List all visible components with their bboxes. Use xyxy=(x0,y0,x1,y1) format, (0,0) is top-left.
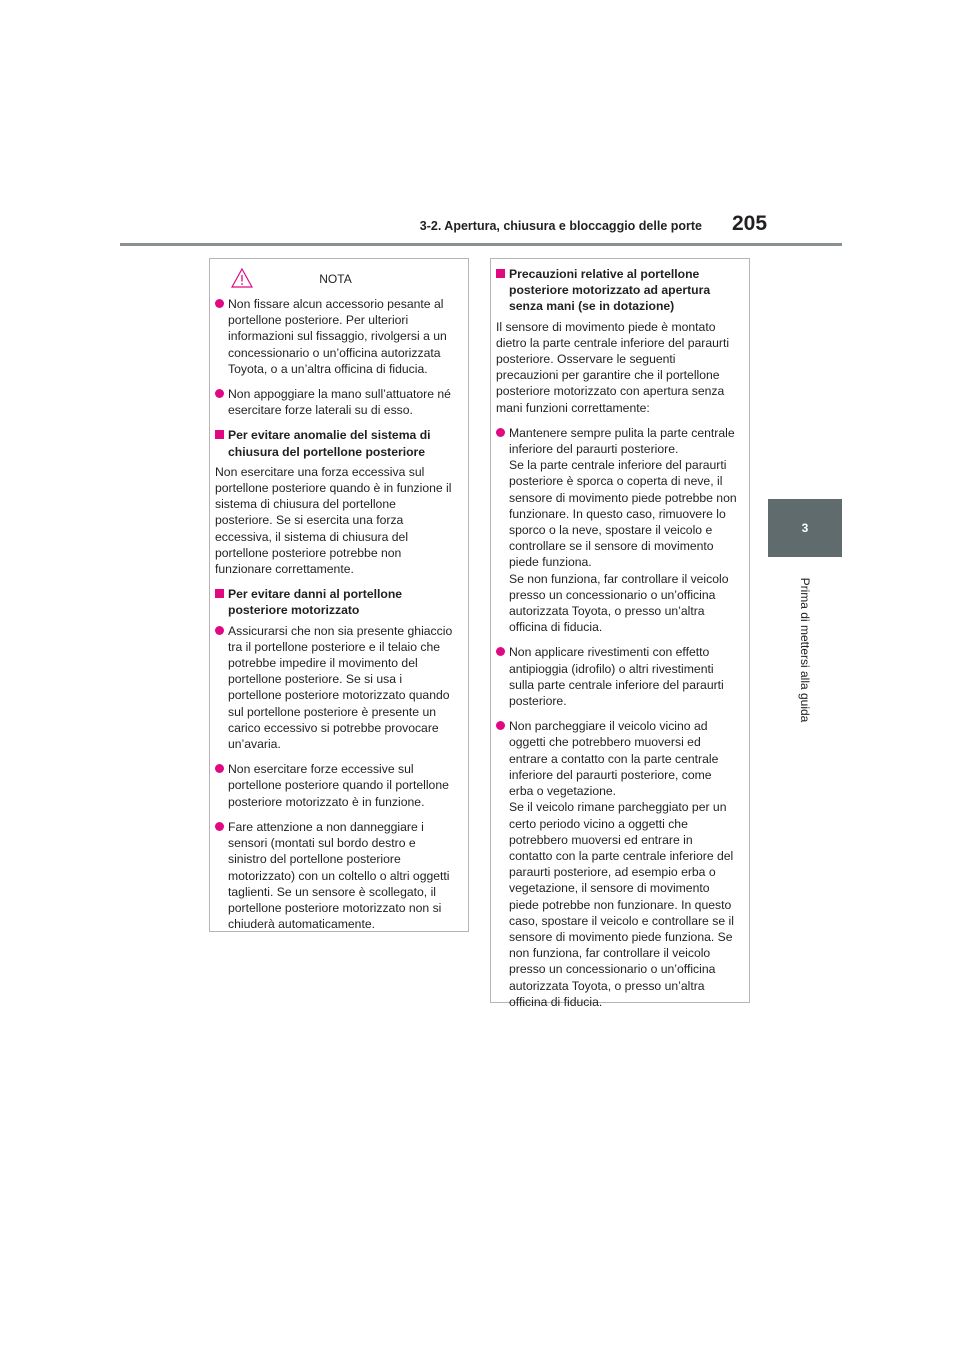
list-item: Non parcheggiare il veicolo vicino ad oggetti che potrebbero muoversi ed entrare a contatto con la parte centrale inferiore del paraurti posteriore, come erba o vegetazione. Se il veicolo rimane parcheggiato per un certo periodo vicino a oggetti che potrebbero muoversi ed entrare in contatto con la parte centrale inferiore del paraurti posteriore, ad esempio erba o vegetazione, il sensore di movimento piede potrebbe non funzionare. In questo caso, spostare il veicolo e controllare se il sensore di movimento piede funziona. Se non funziona, far controllare il veicolo presso un concessionario o un’officina autorizzata Toyota, o presso un’altra officina di fiducia. xyxy=(496,718,737,1010)
page-number: 205 xyxy=(732,212,768,235)
chapter-tab xyxy=(768,499,842,557)
warning-triangle-icon xyxy=(231,268,253,288)
list-item: Non appoggiare la mano sull’attuatore né esercitare forze laterali su di esso. xyxy=(215,386,456,418)
header-rule xyxy=(120,243,842,246)
list-item: Non esercitare forze eccessive sul portellone posteriore quando il portellone posteriore motorizzato è in funzione. xyxy=(215,761,456,810)
section-heading: Per evitare anomalie del sistema di chiusura del portellone posteriore xyxy=(215,427,456,459)
bullet-dot-icon xyxy=(215,626,224,635)
section-paragraph: Non esercitare una forza eccessiva sul portellone posteriore quando è in funzione il sistema di chiusura del portellone posteriore. Se si esercita una forza eccessiva, il sistema di chiusura del portellone posteriore potrebbe non funzionare correttamente. xyxy=(215,464,452,577)
bullet-dot-icon xyxy=(496,428,505,437)
section-heading: Precauzioni relative al portellone posteriore motorizzato ad apertura senza mani (se in dotazione) xyxy=(496,266,737,315)
list-item: Fare attenzione a non danneggiare i sensori (montati sul bordo destro e sinistro del portellone posteriore motorizzato) con un coltello o altri oggetti taglienti. Se un sensore è scollegato, il portellone posteriore motorizzato non si chiuderà automaticamente. xyxy=(215,819,456,932)
list-item: Non applicare rivestimenti con effetto antipioggia (idrofilo) o altri rivestimenti sulla parte centrale inferiore del paraurti posteriore. xyxy=(496,644,737,709)
chapter-number: 3 xyxy=(801,521,809,535)
bullet-dot-icon xyxy=(496,721,505,730)
bullet-dot-icon xyxy=(215,389,224,398)
bullet-dot-icon xyxy=(496,647,505,656)
list-item: Assicurarsi che non sia presente ghiaccio tra il portellone posteriore e il telaio che potrebbe impedire il movimento del portellone posteriore. Se si usa i portellone posteriore motorizzato quando sul portellone posteriore è presente un carico eccessivo si potrebbe provocare un’avaria. xyxy=(215,623,456,753)
bullet-dot-icon xyxy=(215,764,224,773)
section-heading: Per evitare danni al portellone posteriore motorizzato xyxy=(215,586,456,618)
nota-heading: NOTA xyxy=(319,271,352,286)
section-square-icon xyxy=(215,589,224,598)
chapter-side-label: Prima di mettersi alla guida xyxy=(798,577,812,723)
nota-header xyxy=(215,266,456,292)
list-item: Non fissare alcun accessorio pesante al portellone posteriore. Per ulteriori informazioni sul fissaggio, rivolgersi a un concessionario o un’officina autorizzata Toyota, o a un’altra officina di fiducia. xyxy=(215,296,456,377)
section-square-icon xyxy=(496,269,505,278)
running-header: 3-2. Apertura, chiusura e bloccaggio delle porte xyxy=(419,219,702,233)
bullet-dot-icon xyxy=(215,822,224,831)
nota-box xyxy=(209,258,469,932)
list-item: Mantenere sempre pulita la parte centrale inferiore del paraurti posteriore. Se la parte centrale inferiore del paraurti posteriore è sporca o coperta di neve, il sensore di movimento piede potrebbe non funzionare. In questo caso, rimuovere lo sporco o la neve, spostare il veicolo e controllare se il sensore di movimento piede funziona. Se non funziona, far controllare il veicolo presso un concessionario o un’officina autorizzata Toyota, o presso un’altra officina di fiducia. xyxy=(496,425,737,636)
section-paragraph: Il sensore di movimento piede è montato dietro la parte centrale inferiore del paraurti posteriore. Osservare le seguenti precauzioni per garantire che il portellone posteriore motorizzato con apertura senza mani funzioni correttamente: xyxy=(496,319,730,415)
section-square-icon xyxy=(215,430,224,439)
bullet-dot-icon xyxy=(215,299,224,308)
precautions-box xyxy=(490,258,750,1009)
